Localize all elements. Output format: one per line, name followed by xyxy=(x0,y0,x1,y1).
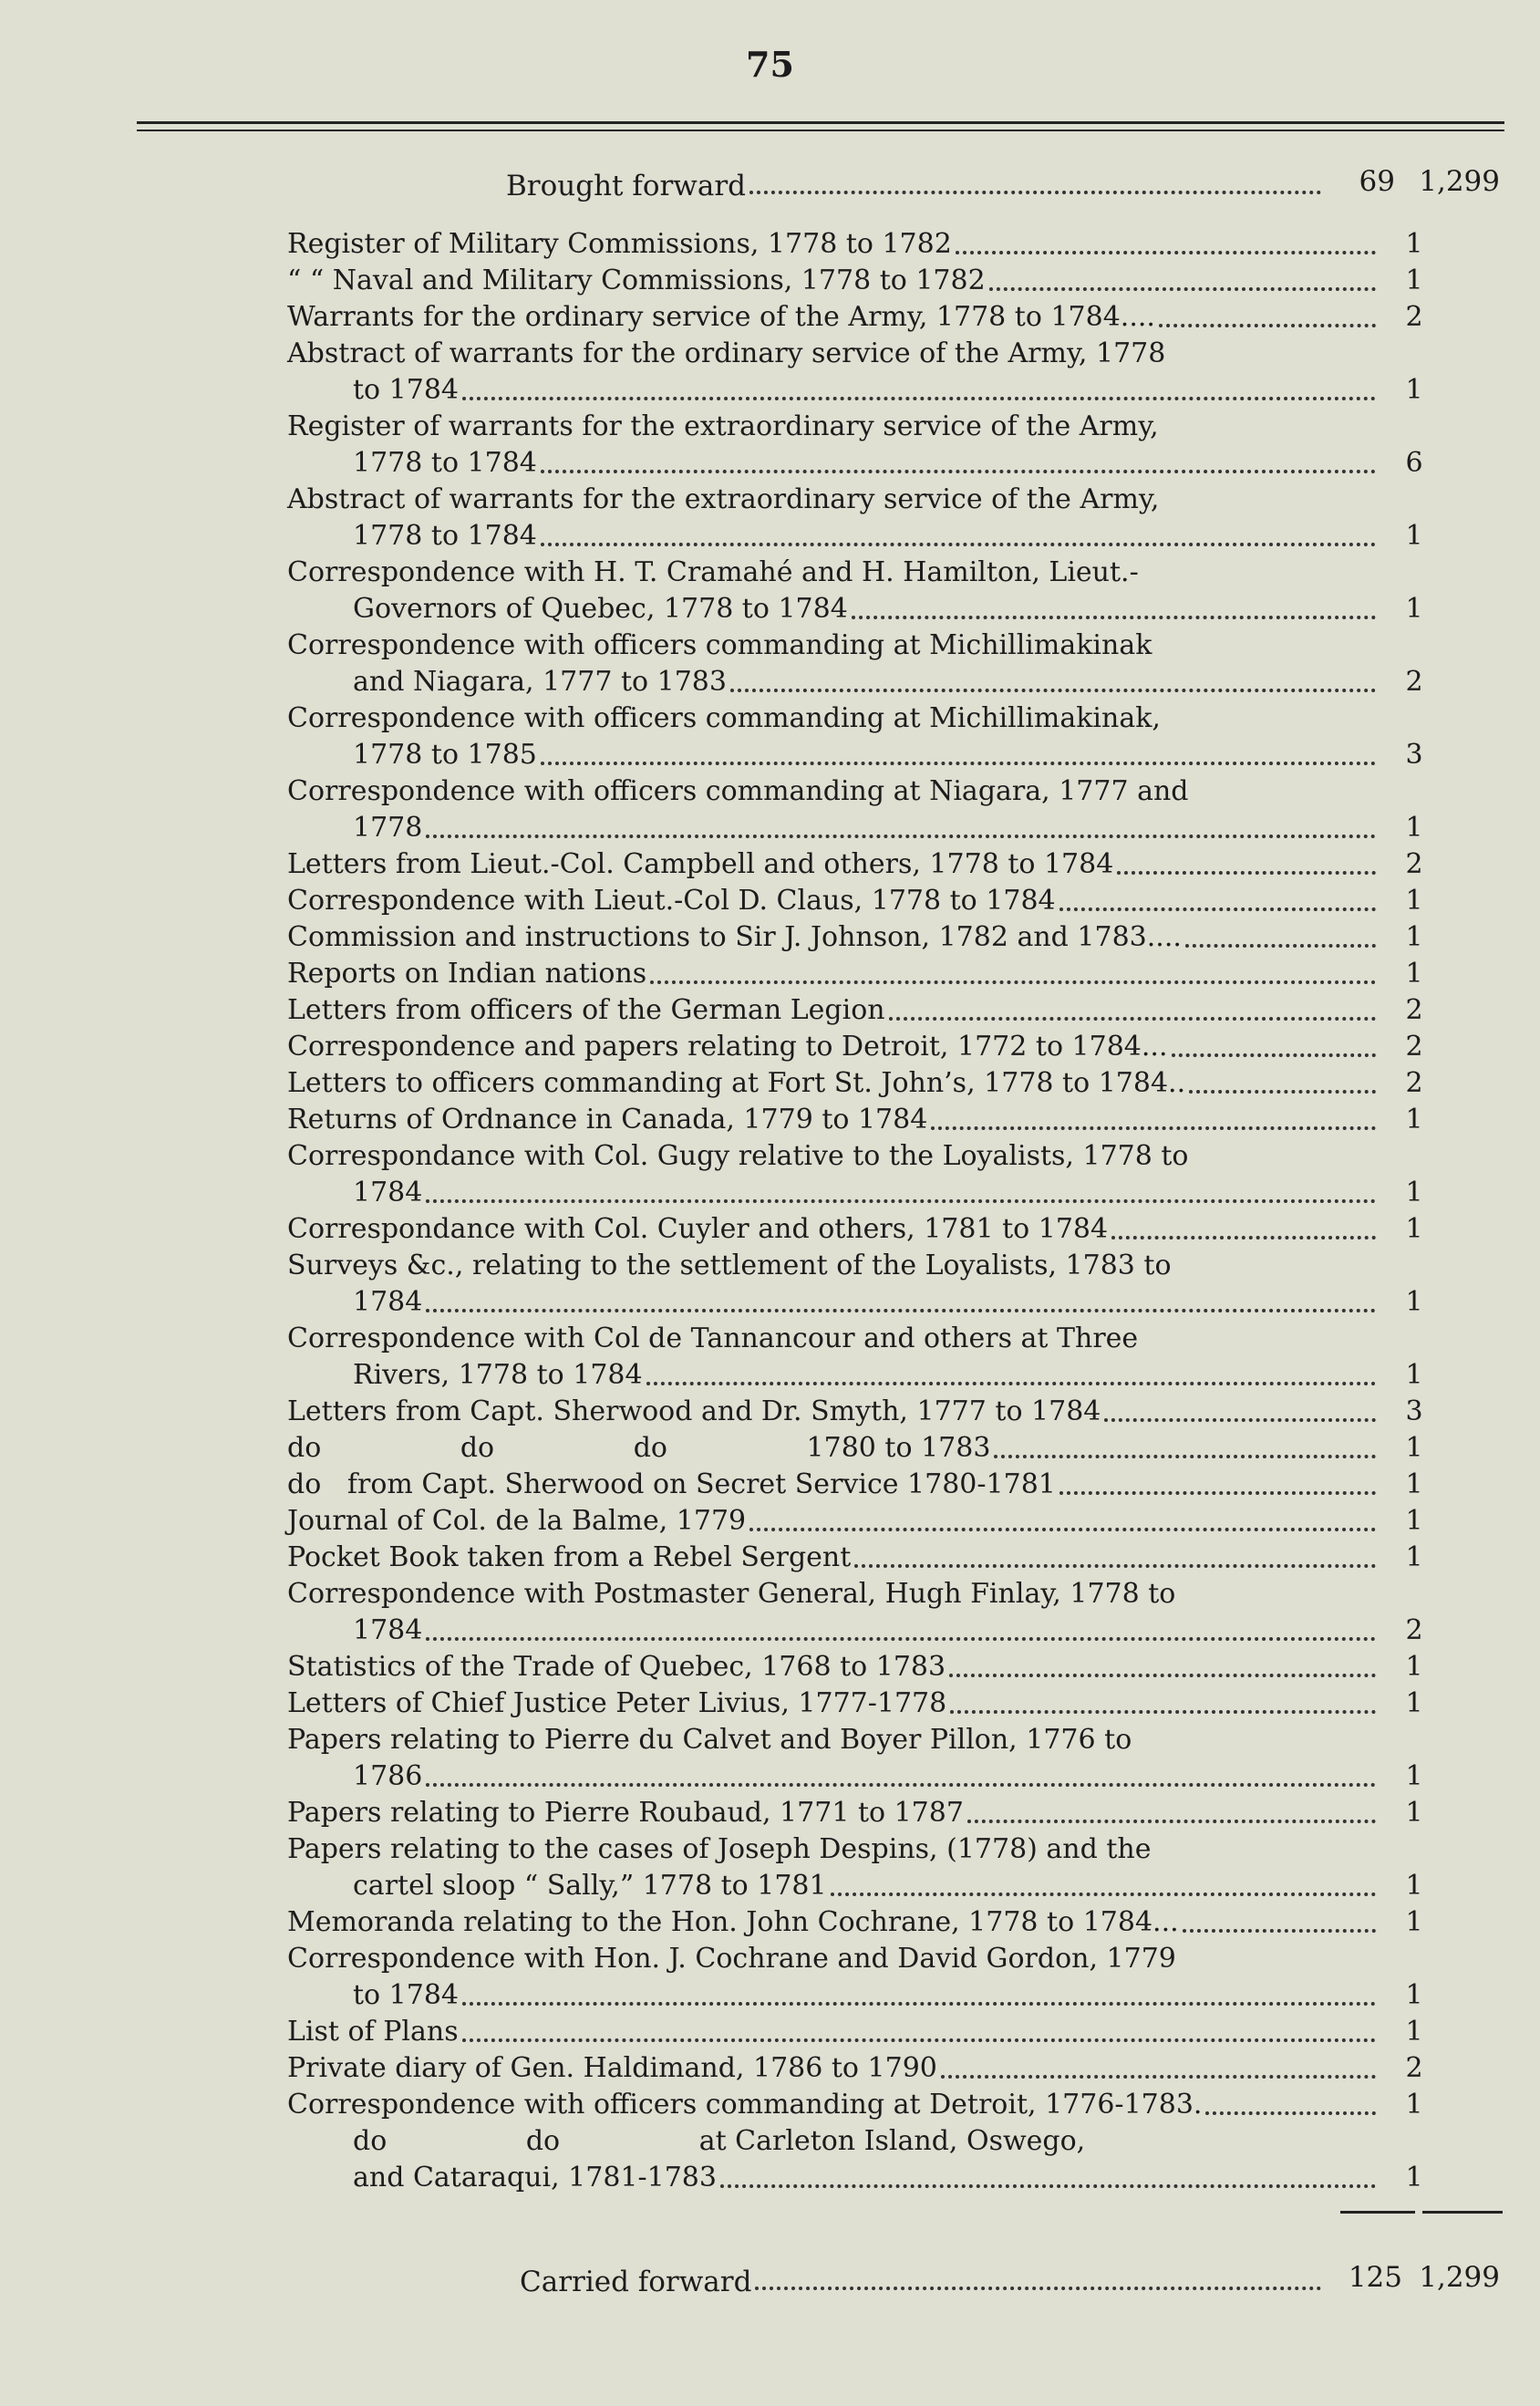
entry-line xyxy=(287,1284,1436,1321)
entry-line xyxy=(287,1394,1436,1430)
list-item xyxy=(287,1685,1436,1722)
entry-text: Letters from Lieut.-Col. Campbell and others, 1778 to 1784 xyxy=(287,848,1114,880)
entry-line xyxy=(287,1613,1436,1649)
dot-leader xyxy=(426,1199,1376,1203)
dot-leader xyxy=(730,689,1376,692)
brought-forward-line xyxy=(506,161,1327,202)
entry-text: Correspondance with Col. Cuyler and others, 1781 to 1784 xyxy=(287,1213,1109,1245)
entry-text: Correspondence with officers commanding at Michillimakinak xyxy=(287,629,1152,661)
volume-count: 1 xyxy=(1405,1213,1423,1245)
dot-leader xyxy=(941,2075,1376,2079)
brought-forward-label: Brought forward xyxy=(506,170,746,202)
entry-line xyxy=(287,1576,1436,1613)
list-item xyxy=(287,919,1436,956)
entry-line xyxy=(287,2123,1436,2160)
list-item xyxy=(287,883,1436,919)
volume-count: 2 xyxy=(1405,666,1423,698)
volume-count: 1 xyxy=(1405,1505,1423,1537)
dot-leader xyxy=(462,2038,1376,2042)
brought-forward-value1: 69 xyxy=(1359,165,1395,198)
volume-count: 1 xyxy=(1405,1359,1423,1391)
entry-line xyxy=(287,1758,1436,1795)
dot-leader xyxy=(989,287,1376,291)
entry-text: Register of warrants for the extraordinary service of the Army, xyxy=(287,410,1159,442)
entry-line xyxy=(287,737,1436,773)
entry-text: Pocket Book taken from a Rebel Sergent xyxy=(287,1541,852,1573)
list-item xyxy=(287,1576,1436,1649)
entry-text: Register of Military Commissions, 1778 to 1782 xyxy=(287,228,952,260)
list-item xyxy=(287,1102,1436,1138)
entry-text: and Niagara, 1777 to 1783 xyxy=(353,666,727,698)
entry-line xyxy=(287,992,1436,1029)
volume-count: 2 xyxy=(1405,1067,1423,1099)
carried-forward-label: Carried forward xyxy=(520,2266,752,2298)
entry-text: 1778 xyxy=(353,812,423,844)
entry-line xyxy=(287,2160,1436,2196)
entry-line xyxy=(287,1175,1436,1211)
entry-line xyxy=(287,591,1436,627)
list-item xyxy=(287,482,1436,555)
entry-line xyxy=(287,518,1436,555)
entry-text: Correspondence with officers commanding at Michillimakinak, xyxy=(287,702,1161,734)
entry-line xyxy=(287,883,1436,919)
list-item xyxy=(287,1029,1436,1065)
dot-leader xyxy=(462,2002,1376,2006)
list-item xyxy=(287,1795,1436,1831)
entry-line xyxy=(287,2050,1436,2087)
entry-text: Correspondence and papers relating to Detroit, 1772 to 1784... xyxy=(287,1031,1168,1063)
entry-line xyxy=(287,664,1436,700)
volume-count: 1 xyxy=(1405,264,1423,296)
list-item xyxy=(287,555,1436,627)
list-item xyxy=(287,992,1436,1029)
dot-leader xyxy=(1183,1929,1376,1933)
entry-text: Correspondence with officers commanding at Detroit, 1776-1783. xyxy=(287,2089,1203,2121)
dot-leader xyxy=(1189,1090,1376,1094)
entry-text: Abstract of warrants for the ordinary service of the Army, 1778 xyxy=(287,337,1166,369)
list-item xyxy=(287,1831,1436,1904)
entry-line xyxy=(287,1467,1436,1503)
list-item xyxy=(287,336,1436,409)
volume-count: 2 xyxy=(1405,1614,1423,1646)
dot-leader xyxy=(967,1820,1376,1823)
entry-text: List of Plans xyxy=(287,2016,459,2048)
dot-leader xyxy=(956,251,1376,254)
dot-leader xyxy=(1159,324,1376,327)
carried-forward-value1: 125 xyxy=(1348,2261,1402,2294)
entry-line xyxy=(287,1904,1436,1941)
list-item xyxy=(287,1138,1436,1211)
volume-count: 6 xyxy=(1405,447,1423,479)
entry-line xyxy=(287,956,1436,992)
total-rule-col1 xyxy=(1340,2211,1415,2214)
list-item xyxy=(287,773,1436,846)
list-item xyxy=(287,263,1436,299)
entry-line xyxy=(287,226,1436,263)
entry-text: Correspondence with Lieut.-Col D. Claus, 1778 to 1784 xyxy=(287,885,1056,917)
dot-leader xyxy=(1205,2111,1376,2115)
volume-count: 1 xyxy=(1405,1687,1423,1719)
entry-line xyxy=(287,700,1436,737)
entry-text: Letters from Capt. Sherwood and Dr. Smyth, 1777 to 1784 xyxy=(287,1395,1101,1427)
entry-text: do do do 1780 to 1783 xyxy=(287,1432,991,1464)
volume-count: 1 xyxy=(1405,593,1423,625)
entry-text: Papers relating to the cases of Joseph Despins, (1778) and the xyxy=(287,1833,1152,1865)
entry-line xyxy=(287,1795,1436,1831)
list-item xyxy=(287,2087,1436,2196)
entry-text: Statistics of the Trade of Quebec, 1768 to 1783 xyxy=(287,1651,946,1683)
entry-line xyxy=(287,1941,1436,1977)
entry-line xyxy=(287,482,1436,518)
entry-text: to 1784 xyxy=(353,374,460,406)
volume-count: 1 xyxy=(1405,1760,1423,1792)
dot-leader xyxy=(1059,907,1376,911)
dot-leader xyxy=(931,1126,1376,1130)
entry-text: 1784 xyxy=(353,1177,423,1208)
entry-line xyxy=(287,1649,1436,1685)
entry-text: Commission and instructions to Sir J. Johnson, 1782 and 1783.... xyxy=(287,921,1182,953)
entry-line xyxy=(287,627,1436,664)
volume-count: 1 xyxy=(1405,958,1423,990)
entry-text: Letters of Chief Justice Peter Livius, 1777-1778 xyxy=(287,1687,947,1719)
dot-leader xyxy=(1104,1418,1376,1422)
entry-text: Surveys &c., relating to the settlement of the Loyalists, 1783 to xyxy=(287,1250,1172,1281)
volume-count: 1 xyxy=(1405,885,1423,917)
list-item xyxy=(287,299,1436,336)
entry-text: and Cataraqui, 1781-1783 xyxy=(353,2162,717,2193)
dot-leader xyxy=(854,1564,1376,1568)
entry-text: Private diary of Gen. Haldimand, 1786 to 1790 xyxy=(287,2052,937,2084)
entry-line xyxy=(287,919,1436,956)
list-item xyxy=(287,1065,1436,1102)
entry-line xyxy=(287,1722,1436,1758)
entry-text: do do at Carleton Island, Oswego, xyxy=(353,2125,1086,2157)
list-item xyxy=(287,1722,1436,1795)
list-item xyxy=(287,956,1436,992)
entry-line xyxy=(287,773,1436,810)
entry-text: Returns of Ordnance in Canada, 1779 to 1784 xyxy=(287,1104,928,1136)
list-item xyxy=(287,2050,1436,2087)
entries-list xyxy=(287,226,1436,2196)
volume-count: 1 xyxy=(1405,812,1423,844)
header-rule-bottom xyxy=(137,130,1504,131)
entry-text: Rivers, 1778 to 1784 xyxy=(353,1359,643,1391)
entry-line xyxy=(287,263,1436,299)
total-rule-col2 xyxy=(1422,2211,1503,2214)
volume-count: 1 xyxy=(1405,2016,1423,2048)
volume-count: 2 xyxy=(1405,301,1423,333)
header-rule-top xyxy=(137,121,1504,124)
dot-leader xyxy=(541,470,1376,473)
entry-text: to 1784 xyxy=(353,1979,460,2011)
volume-count: 2 xyxy=(1405,1031,1423,1063)
entry-line xyxy=(287,1540,1436,1576)
entry-text: 1778 to 1784 xyxy=(353,520,537,552)
carried-forward-line xyxy=(520,2256,1327,2298)
entry-line xyxy=(287,1248,1436,1284)
entry-line xyxy=(287,2087,1436,2123)
entry-text: Correspondence with officers commanding at Niagara, 1777 and xyxy=(287,775,1189,807)
list-item xyxy=(287,1503,1436,1540)
dot-leader xyxy=(1111,1236,1376,1239)
volume-count: 1 xyxy=(1405,374,1423,406)
list-item xyxy=(287,1540,1436,1576)
entry-text: Correspondence with H. T. Cramahé and H. Hamilton, Lieut.- xyxy=(287,556,1139,588)
volume-count: 1 xyxy=(1405,2162,1423,2193)
entry-line xyxy=(287,336,1436,372)
entry-line xyxy=(287,1321,1436,1357)
page-number: 75 xyxy=(746,44,794,85)
volume-count: 1 xyxy=(1405,520,1423,552)
dot-leader xyxy=(426,1637,1376,1641)
dot-leader xyxy=(889,1017,1376,1021)
entry-line xyxy=(287,1029,1436,1065)
dot-leader xyxy=(426,835,1376,838)
dot-leader xyxy=(950,1710,1376,1714)
entry-line xyxy=(287,1211,1436,1248)
volume-count: 1 xyxy=(1405,1104,1423,1136)
brought-forward-value2: 1,299 xyxy=(1419,165,1500,198)
entry-line xyxy=(287,2014,1436,2050)
dot-leader xyxy=(720,2184,1376,2188)
dot-leader xyxy=(426,1309,1376,1312)
dot-leader xyxy=(749,1528,1376,1531)
volume-count: 1 xyxy=(1405,1797,1423,1829)
entry-line xyxy=(287,445,1436,482)
entry-text: Journal of Col. de la Balme, 1779 xyxy=(287,1505,747,1537)
volume-count: 1 xyxy=(1405,1906,1423,1938)
volume-count: 1 xyxy=(1405,1541,1423,1573)
entry-line xyxy=(287,409,1436,445)
entry-line xyxy=(287,1102,1436,1138)
dot-leader xyxy=(1059,1491,1376,1495)
volume-count: 1 xyxy=(1405,2089,1423,2121)
list-item xyxy=(287,1394,1436,1430)
entry-text: Memoranda relating to the Hon. John Cochrane, 1778 to 1784... xyxy=(287,1906,1179,1938)
entry-text: cartel sloop “ Sally,” 1778 to 1781 xyxy=(353,1870,827,1902)
entry-line xyxy=(287,1831,1436,1868)
dot-leader xyxy=(949,1674,1376,1677)
entry-text: Papers relating to Pierre Roubaud, 1771 to 1787 xyxy=(287,1797,964,1829)
dot-leader xyxy=(541,543,1376,546)
entry-text: 1784 xyxy=(353,1614,423,1646)
dot-leader xyxy=(1172,1053,1377,1057)
list-item xyxy=(287,700,1436,773)
dot-leader xyxy=(994,1455,1376,1458)
volume-count: 1 xyxy=(1405,1468,1423,1500)
dot-leader xyxy=(1185,944,1376,948)
entry-line xyxy=(287,1430,1436,1467)
list-item xyxy=(287,1430,1436,1467)
volume-count: 2 xyxy=(1405,2052,1423,2084)
volume-count: 3 xyxy=(1405,739,1423,771)
volume-count: 1 xyxy=(1405,1651,1423,1683)
list-item xyxy=(287,846,1436,883)
volume-count: 1 xyxy=(1405,1979,1423,2011)
entry-text: Reports on Indian nations xyxy=(287,958,647,990)
dot-leader xyxy=(852,616,1376,619)
entry-text: 1786 xyxy=(353,1760,423,1792)
entry-line xyxy=(287,1685,1436,1722)
volume-count: 2 xyxy=(1405,848,1423,880)
list-item xyxy=(287,1211,1436,1248)
list-item xyxy=(287,1941,1436,2014)
volume-count: 1 xyxy=(1405,1286,1423,1318)
entry-line xyxy=(287,1868,1436,1904)
entry-text: Warrants for the ordinary service of the Army, 1778 to 1784.... xyxy=(287,301,1155,333)
entry-text: Correspondence with Postmaster General, Hugh Finlay, 1778 to xyxy=(287,1578,1176,1610)
list-item xyxy=(287,1649,1436,1685)
entry-text: Correspondance with Col. Gugy relative to the Loyalists, 1778 to xyxy=(287,1140,1189,1172)
list-item xyxy=(287,1248,1436,1321)
list-item xyxy=(287,1321,1436,1394)
entry-text: Letters from officers of the German Legion xyxy=(287,994,885,1026)
entry-text: do from Capt. Sherwood on Secret Service 1780-1781 xyxy=(287,1468,1056,1500)
entry-line xyxy=(287,846,1436,883)
volume-count: 1 xyxy=(1405,1177,1423,1208)
dot-leader xyxy=(749,191,1321,194)
list-item xyxy=(287,1467,1436,1503)
dot-leader xyxy=(541,762,1376,765)
dot-leader xyxy=(755,2287,1321,2290)
dot-leader xyxy=(650,980,1376,984)
entry-text: Letters to officers commanding at Fort St. John’s, 1778 to 1784.. xyxy=(287,1067,1186,1099)
entry-line xyxy=(287,299,1436,336)
entry-text: Abstract of warrants for the extraordinary service of the Army, xyxy=(287,483,1160,515)
list-item xyxy=(287,226,1436,263)
entry-text: 1784 xyxy=(353,1286,423,1318)
entry-text: Correspondence with Col de Tannancour and others at Three xyxy=(287,1322,1139,1354)
list-item xyxy=(287,409,1436,482)
list-item xyxy=(287,627,1436,700)
dot-leader xyxy=(462,397,1376,400)
entry-line xyxy=(287,1503,1436,1540)
entry-line xyxy=(287,1977,1436,2014)
volume-count: 1 xyxy=(1405,1870,1423,1902)
carried-forward-value2: 1,299 xyxy=(1419,2261,1500,2294)
entry-line xyxy=(287,372,1436,409)
entry-line xyxy=(287,1065,1436,1102)
entry-text: “ “ Naval and Military Commissions, 1778 to 1782 xyxy=(287,264,986,296)
dot-leader xyxy=(426,1783,1376,1787)
volume-count: 1 xyxy=(1405,1432,1423,1464)
entry-line xyxy=(287,1357,1436,1394)
volume-count: 2 xyxy=(1405,994,1423,1026)
entry-text: 1778 to 1784 xyxy=(353,447,537,479)
volume-count: 1 xyxy=(1405,921,1423,953)
entry-line xyxy=(287,555,1436,591)
entry-text: Papers relating to Pierre du Calvet and Boyer Pillon, 1776 to xyxy=(287,1724,1132,1756)
entry-text: Correspondence with Hon. J. Cochrane and David Gordon, 1779 xyxy=(287,1943,1176,1975)
dot-leader xyxy=(646,1382,1376,1385)
entry-text: Governors of Quebec, 1778 to 1784 xyxy=(353,593,848,625)
entry-text: 1778 to 1785 xyxy=(353,739,537,771)
dot-leader xyxy=(831,1893,1376,1896)
entry-line xyxy=(287,810,1436,846)
list-item xyxy=(287,2014,1436,2050)
dot-leader xyxy=(1117,871,1376,875)
entry-line xyxy=(287,1138,1436,1175)
list-item xyxy=(287,1904,1436,1941)
volume-count: 1 xyxy=(1405,228,1423,260)
volume-count: 3 xyxy=(1405,1395,1423,1427)
